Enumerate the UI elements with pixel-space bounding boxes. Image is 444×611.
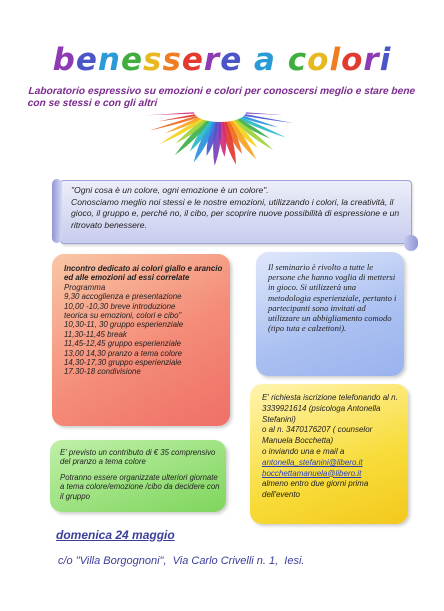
page-title — [0, 42, 444, 78]
email-link-stefanini[interactable]: antonella_stefanini@libero.it — [262, 457, 363, 467]
scroll-roll-left — [52, 179, 62, 243]
program-text — [64, 264, 224, 377]
contribution-price: E' previsto un contributo di € 35 comprensivo del pranzo a tema colore — [60, 448, 216, 467]
registration-deadline: almeno entro due giorni prima dell'evento — [262, 479, 369, 500]
program-heading: Incontro dedicato ai colori giallo e arancio ed alle emozioni ad essi correlate — [64, 264, 223, 283]
title-word: colori — [287, 42, 392, 78]
program-row: 17.30-18 condivisione — [64, 367, 141, 377]
program-row: teorica su emozioni, colori e cibo" — [64, 311, 182, 321]
program-row: 9,30 accoglienza e presentazione — [64, 292, 182, 302]
registration-text — [262, 393, 402, 501]
title-word: a — [254, 42, 276, 78]
program-row: 10,30-11, 30 gruppo esperienziale — [64, 320, 184, 330]
program-row: 13,00 14,30 pranzo a tema colore — [64, 348, 183, 358]
program-box — [52, 254, 230, 426]
registration-box — [250, 384, 408, 524]
title-word: benessere — [52, 42, 243, 78]
email-link-bocchetta[interactable]: bocchettamanuela@libero.it — [262, 468, 362, 478]
program-row: 11,45-12,45 gruppo esperienziale — [64, 339, 181, 349]
subtitle: Laboratorio espressivo su emozioni e colori per conoscersi meglio e stare bene con se stessi e con gli altri — [27, 86, 416, 109]
rainbow-sun-icon — [145, 96, 295, 184]
registration-mail-intro: o inviando una e mail a — [262, 446, 345, 456]
program-label: Programma — [64, 282, 106, 292]
seminar-text: Il seminario è rivolto a tutte le persone che hanno voglia di mettersi in gioco. Si utilizzerà una metodologia esperienziale, pertanto i partecipanti sono invitati ad utilizzare un abbigliamento comodo (tipo tuta e calzettoni). — [268, 262, 397, 334]
registration-intro: E' richiesta iscrizione telefonando al n. 3339921614 (psicologa Antonella Stefanini) — [262, 393, 398, 424]
quote-line: "Ogni cosa è un colore, ogni emozione è un colore". — [71, 185, 269, 195]
program-row: 14,30-17,30 gruppo esperienziale — [64, 358, 182, 368]
program-row: 11,30-11,45 break — [64, 329, 127, 339]
program-row: 10,00 -10,30 breve introduzione — [64, 301, 176, 311]
quote-text — [71, 185, 405, 232]
contribution-box — [50, 440, 226, 512]
quote-banner — [60, 180, 412, 244]
program-schedule — [64, 292, 224, 377]
contribution-text — [60, 448, 220, 501]
event-date: domenica 24 maggio — [56, 528, 175, 542]
quote-body: Conosciamo meglio noi stessi e le nostre emozioni, utilizzando i colori, la creatività, il gioco, il gruppo e, perché no, il cibo, per scoprire nuove possibilità di espressione e un ritrovato benessere. — [71, 196, 400, 231]
event-venue: c/o "Villa Borgognoni", Via Carlo Crivelli n. 1, Iesi. — [58, 555, 305, 567]
seminar-box — [256, 252, 404, 376]
registration-alt: o al n. 3470176207 ( counselor Manuela Bocchetta) — [262, 425, 373, 446]
contribution-note: Potranno essere organizzate ulteriori giornate a tema colore/emozione /cibo da decidere con il gruppo — [60, 472, 220, 501]
scroll-roll-right — [404, 235, 418, 251]
